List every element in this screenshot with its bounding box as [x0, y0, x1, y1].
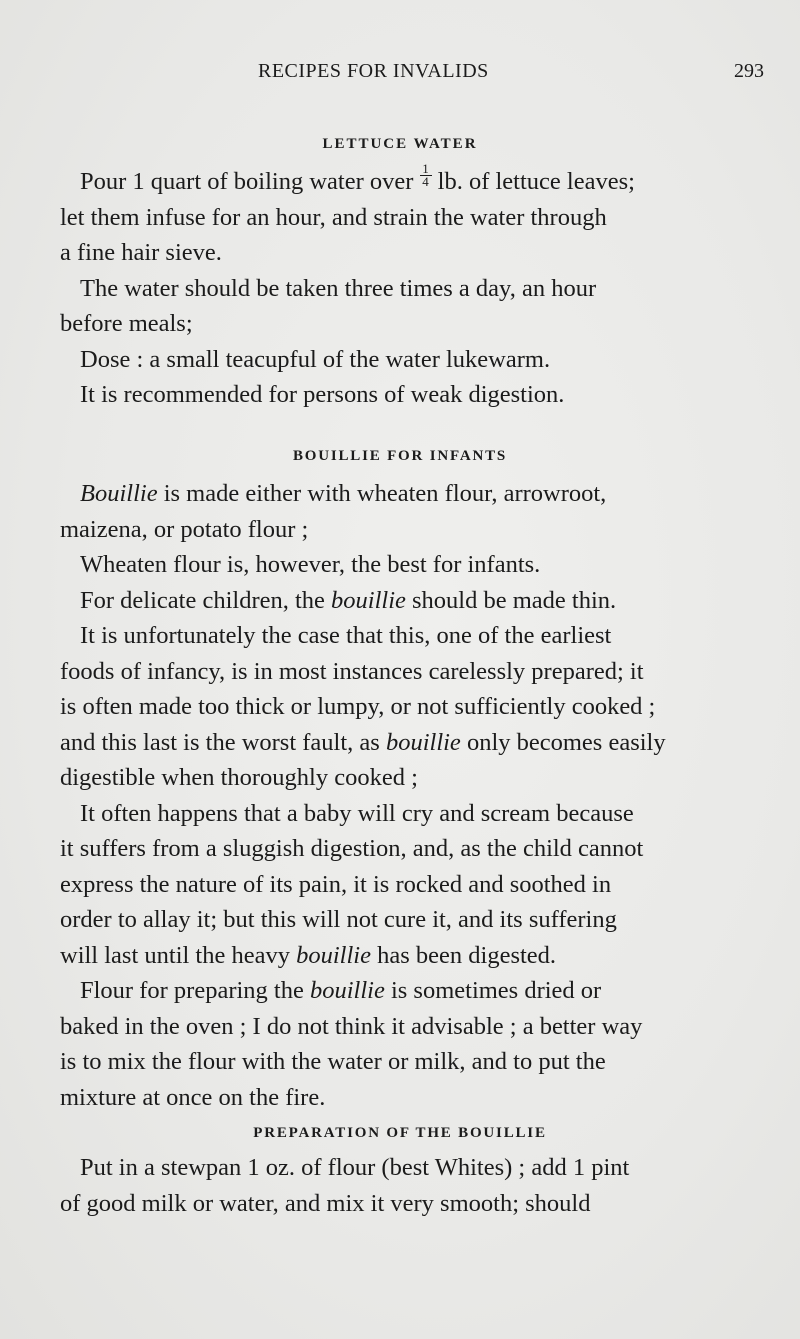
italic-term: bouillie — [309, 977, 385, 1004]
section-heading-lettuce-water: LETTUCE WATER — [322, 136, 478, 152]
running-header — [0, 60, 800, 90]
text-span: For delicate children, the — [80, 586, 332, 614]
text-line: is to mix the flour with the water or milk, and to put the — [60, 1048, 606, 1075]
page-number: 293 — [734, 60, 764, 82]
fraction-numerator: 1 — [420, 163, 432, 176]
text-line: mixture at once on the fire. — [60, 1083, 326, 1111]
section-heading-bouillie-for-infants: BOUILLIE FOR INFANTS — [292, 448, 508, 464]
text-line: baked in the oven ; I do not think it advisable ; a better way — [60, 1012, 643, 1040]
text-line — [60, 583, 740, 619]
text-line: Dose : a small teacupful of the water lukewarm. — [80, 345, 551, 373]
text-line: digestible when thoroughly cooked ; — [60, 764, 418, 791]
text-line: Put in a stewpan 1 oz. of flour (best Whites) ; add 1 pint — [80, 1154, 630, 1181]
text-line: order to allay it; but this will not cure it, and its suffering — [60, 906, 617, 933]
running-title: RECIPES FOR INVALIDS — [258, 60, 489, 82]
paragraph-bouillie-for-infants — [60, 476, 740, 1115]
italic-term: bouillie — [385, 728, 461, 756]
text-line: Wheaten flour is, however, the best for infants. — [80, 551, 541, 578]
text-line: let them infuse for an hour, and strain the water through — [60, 203, 607, 231]
text-span: and this last is the worst fault, as — [60, 728, 386, 756]
text-span: will last until the heavy — [60, 941, 297, 969]
text-span: is made either with wheaten flour, arrowroot, — [157, 480, 607, 507]
text-line: It often happens that a baby will cry and scream because — [80, 799, 634, 827]
text-line: maizena, or potato flour ; — [60, 515, 309, 543]
text-line: it suffers from a sluggish digestion, and, as the child cannot — [60, 835, 644, 862]
text-line — [60, 938, 740, 974]
italic-term: bouillie — [331, 586, 406, 614]
text-line: It is unfortunately the case that this, one of the earliest — [80, 622, 612, 649]
text-span: lb. of lettuce leaves; — [431, 168, 635, 195]
text-span: has been digested. — [370, 941, 557, 969]
text-line — [60, 725, 740, 761]
text-line — [60, 476, 740, 512]
text-line: express the nature of its pain, it is rocked and soothed in — [60, 870, 612, 898]
text-line: is often made too thick or lumpy, or not sufficiently cooked ; — [60, 693, 656, 720]
paragraph-preparation — [60, 1150, 740, 1221]
text-line: It is recommended for persons of weak digestion. — [80, 381, 565, 408]
text-span: only becomes easily — [460, 728, 666, 756]
text-line: before meals; — [60, 310, 193, 337]
text-span: is sometimes dried or — [384, 977, 602, 1004]
text-span: Pour 1 quart of boiling water over — [80, 168, 420, 195]
section-heading-preparation: PREPARATION OF THE BOUILLIE — [253, 1125, 547, 1141]
text-line: of good milk or water, and mix it very smooth; should — [60, 1189, 591, 1217]
text-line: foods of infancy, is in most instances carelessly prepared; it — [60, 657, 644, 685]
text-line: The water should be taken three times a day, an hour — [80, 274, 597, 302]
text-line: a fine hair sieve. — [60, 239, 222, 266]
text-line — [60, 973, 740, 1009]
paragraph-lettuce-water — [60, 163, 740, 413]
text-span: should be made thin. — [405, 586, 617, 614]
italic-term: Bouillie — [80, 480, 158, 507]
fraction-denominator: 4 — [422, 174, 429, 189]
fraction-one-quarter — [420, 163, 432, 188]
italic-term: bouillie — [296, 941, 371, 969]
text-span: Flour for preparing the — [80, 977, 310, 1004]
text-line — [60, 163, 740, 200]
